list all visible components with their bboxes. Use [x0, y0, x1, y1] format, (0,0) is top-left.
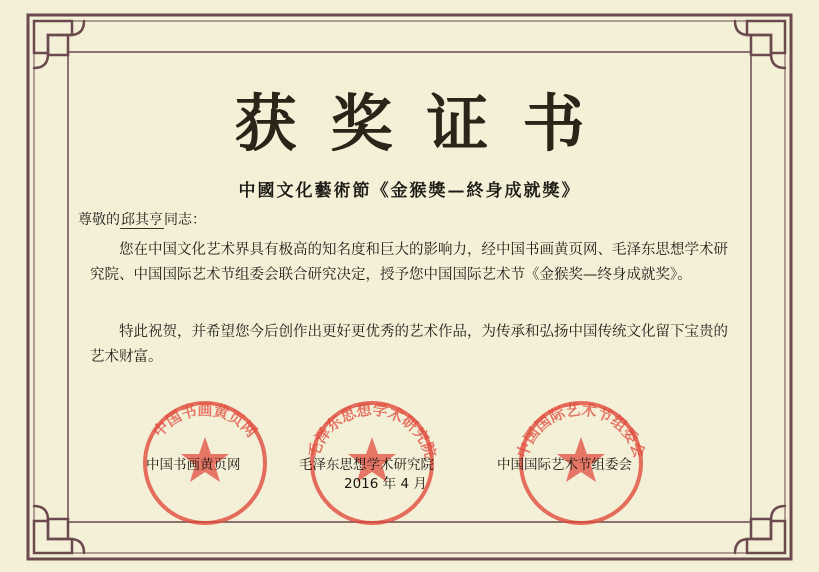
seal-1-text: 中国书画黄页网 [149, 400, 261, 441]
recipient-name: 邱其亨 [121, 212, 163, 228]
body-paragraph-2: 特此祝贺，并希望您今后创作出更好更优秀的艺术作品，为传承和弘扬中国传统文化留下宝贵的艺术财富。 [90, 324, 728, 365]
issuer-3-name: 中国国际艺术节组委会 [497, 457, 632, 473]
award-name: 中國文化藝術節《金猴獎—終身成就獎》 [238, 181, 581, 201]
issuer-2-name: 毛泽东思想学术研究院 [299, 457, 434, 473]
certificate-title: 获奖证书 [234, 87, 619, 160]
seal-2-text: 毛泽东思想学术研究院 [304, 400, 440, 461]
issue-date: 2016 年 4 月 [344, 476, 427, 492]
seal-3-text: 中国国际艺术节组委会 [513, 400, 649, 461]
greeting-suffix: 同志： [164, 212, 206, 228]
issuer-1-name: 中国书画黄页网 [146, 457, 241, 473]
greeting-prefix: 尊敬的 [78, 212, 120, 228]
body-paragraph-1: 您在中国文化艺术界具有极高的知名度和巨大的影响力，经中国书画黄页网、毛泽东思想学术研究院、中国国际艺术节组委会联合研究决定，授予您中国国际艺术节《金猴奖—终身成就奖》。 [90, 242, 728, 283]
